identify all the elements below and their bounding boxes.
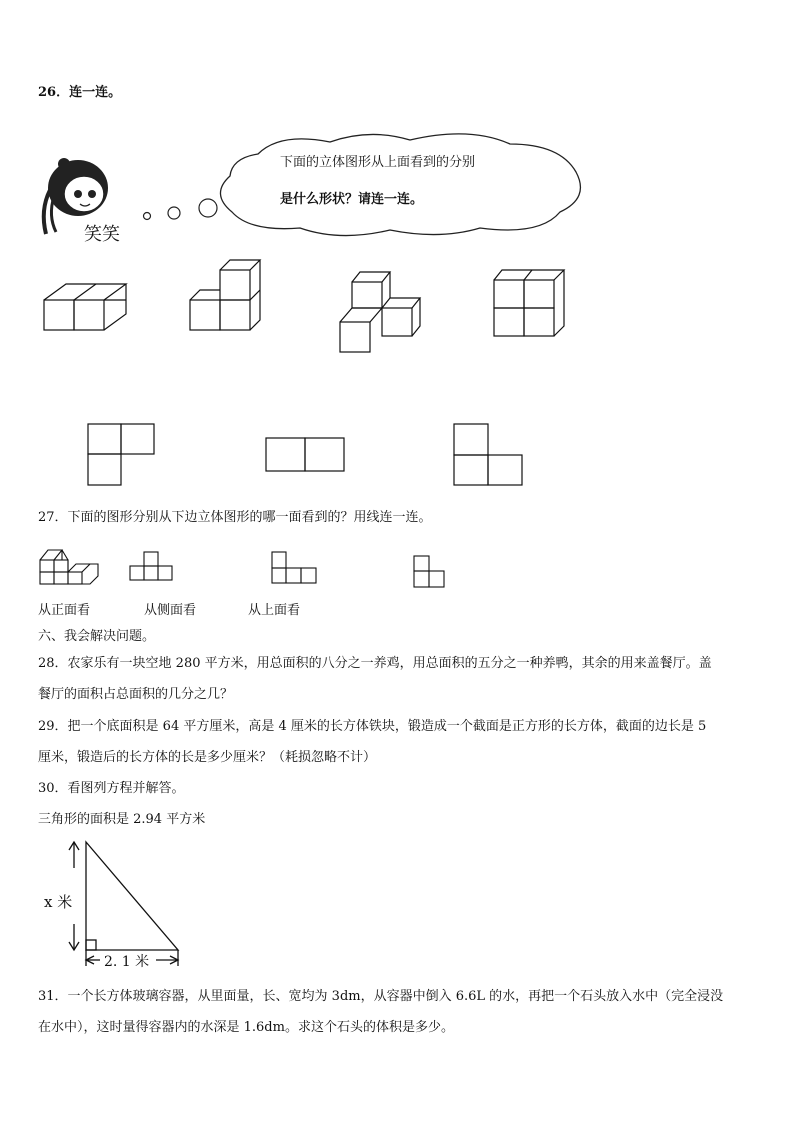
section6-title: 六、我会解决问题。 <box>38 629 156 644</box>
solid-4 <box>492 268 572 340</box>
girl-label: 笑笑 <box>84 224 120 245</box>
solid-1 <box>42 276 132 336</box>
solid-3 <box>338 268 428 356</box>
base-label: 2. 1 米 <box>104 954 150 970</box>
q27-solid <box>38 544 102 588</box>
q30-subtitle: 三角形的面积是 2.94 平方米 <box>38 812 206 827</box>
view-2 <box>264 436 348 474</box>
q30-title: 30．看图列方程并解答。 <box>38 781 185 796</box>
solid-2 <box>188 258 268 334</box>
q27-label-front: 从正面看 <box>38 603 91 618</box>
q27-view-2 <box>270 550 320 586</box>
q31-line2: 在水中），这时量得容器内的水深是 1.6dm。求这个石头的体积是多少。 <box>38 1020 454 1035</box>
q27-view-3 <box>412 554 450 592</box>
q31-line1: 31．一个长方体玻璃容器，从里面量，长、宽均为 3dm，从容器中倒入 6.6L 的水，再把一个石头放入水中（完全浸没 <box>38 989 724 1004</box>
q28-line2: 餐厅的面积占总面积的几分之几？ <box>38 687 234 702</box>
view-3 <box>452 422 526 488</box>
height-label: x 米 <box>44 893 73 911</box>
q27-label-side: 从侧面看 <box>144 603 197 618</box>
q29-line2: 厘米，锻造后的长方体的长是多少厘米？（耗损忽略不计） <box>38 750 377 765</box>
q26-title: 26．连一连。 <box>38 85 122 100</box>
q27-view-1 <box>128 548 176 584</box>
q27-label-top: 从上面看 <box>248 603 301 618</box>
view-1 <box>86 422 158 488</box>
q27-title: 27．下面的图形分别从下边立体图形的哪一面看到的？用线连一连。 <box>38 510 432 525</box>
q29-line1: 29．把一个底面积是 64 平方厘米，高是 4 厘米的长方体铁块，锻造成一个截面是正方形的长方体，截面的边长是 5 <box>38 719 707 734</box>
thought-bubble <box>140 132 590 242</box>
q28-line1: 28．农家乐有一块空地 280 平方米，用总面积的八分之一养鸡，用总面积的五分之一种养鸭，其余的用来盖餐厅。盖 <box>38 656 712 671</box>
bubble-text-line2: 是什么形状？请连一连。 <box>280 192 424 207</box>
bubble-text-line1: 下面的立体图形从上面看到的分别 <box>280 155 476 170</box>
